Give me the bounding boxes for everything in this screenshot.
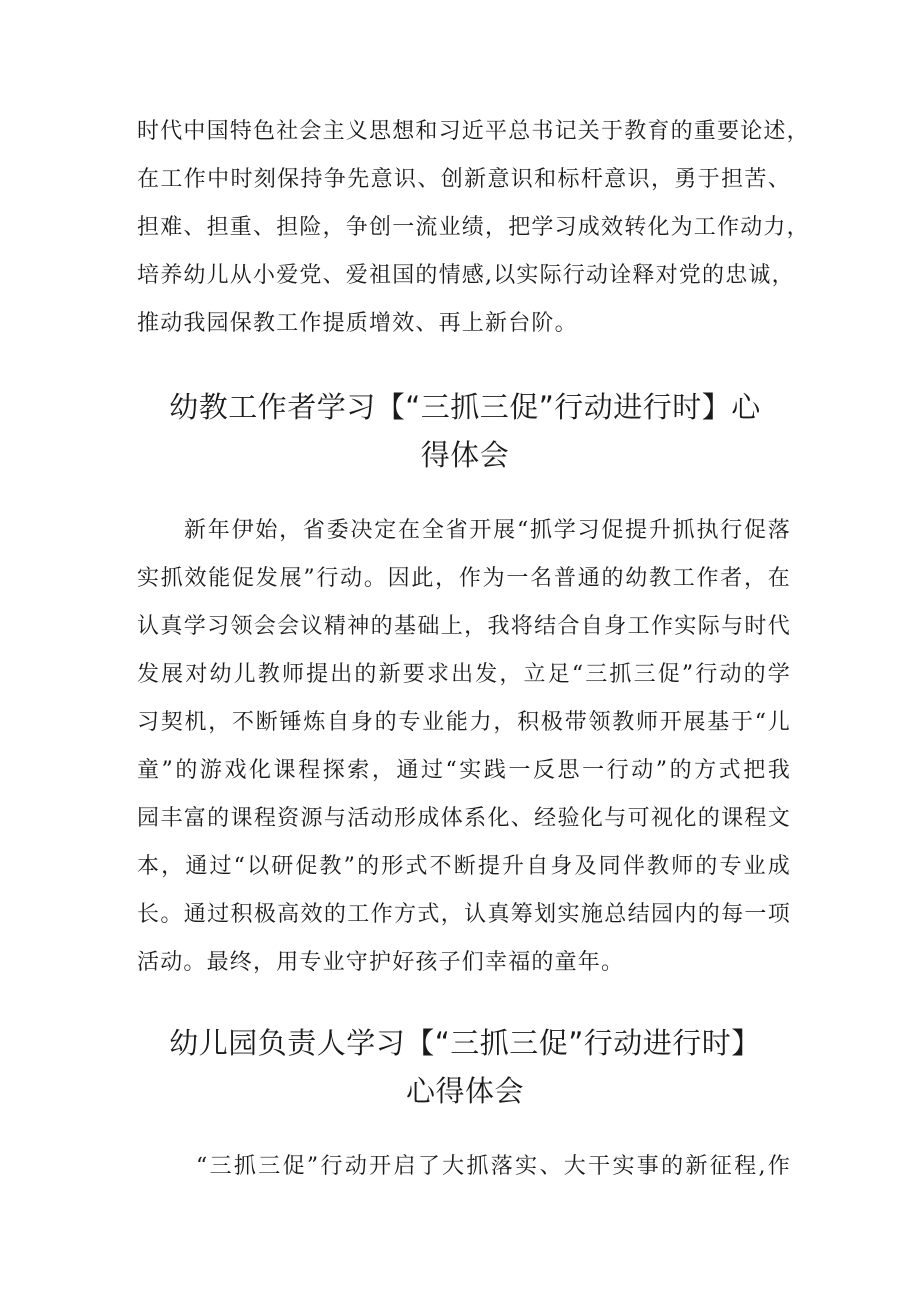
paragraph-line: 在工作中时刻保持争先意识、创新意识和标杆意识，勇于担苦、 [137, 167, 791, 192]
paragraph-line: 长。通过积极高效的工作方式，认真筹划实施总结园内的每一项 [137, 902, 791, 927]
paragraph-line: 习契机，不断锤炼自身的专业能力，积极带领教师开展基于“儿 [137, 710, 791, 735]
paragraph-line: 本，通过“以研促教”的形式不断提升自身及同伴教师的专业成 [137, 854, 791, 879]
paragraph-line: 园丰富的课程资源与活动形成体系化、经验化与可视化的课程文 [137, 806, 791, 831]
paragraph-line: “三抓三促”行动开启了大抓落实、大干实事的新征程,作 [196, 1154, 791, 1179]
section-title: 幼教工作者学习【“三抓三促”行动进行时】心 [169, 390, 761, 424]
paragraph-line: 实抓效能促发展”行动。因此，作为一名普通的幼教工作者，在 [137, 566, 791, 591]
paragraph-line: 活动。最终，用专业守护好孩子们幸福的童年。 [137, 950, 625, 975]
paragraph-line: 发展对幼儿教师提出的新要求出发，立足“三抓三促”行动的学 [137, 662, 791, 687]
section-title: 得体会 [420, 438, 510, 472]
paragraph-line: 认真学习领会会议精神的基础上，我将结合自身工作实际与时代 [137, 614, 791, 639]
paragraph-line: 新年伊始，省委决定在全省开展“抓学习促提升抓执行促落 [184, 518, 791, 543]
paragraph-line: 推动我园保教工作提质增效、再上新台阶。 [137, 311, 578, 336]
paragraph-line: 时代中国特色社会主义思想和习近平总书记关于教育的重要论述， [137, 119, 810, 144]
paragraph-line: 担难、担重、担险，争创一流业绩，把学习成效转化为工作动力， [137, 215, 810, 240]
section-title: 幼儿园负责人学习【“三抓三促”行动进行时】 [169, 1026, 761, 1060]
paragraph-line: 培养幼儿从小爱党、爱祖国的情感,以实际行动诠释对党的忠诚， [137, 263, 795, 288]
paragraph-line: 童”的游戏化课程探索，通过“实践一反思一行动”的方式把我 [137, 758, 791, 783]
section-title: 心得体会 [405, 1074, 524, 1108]
